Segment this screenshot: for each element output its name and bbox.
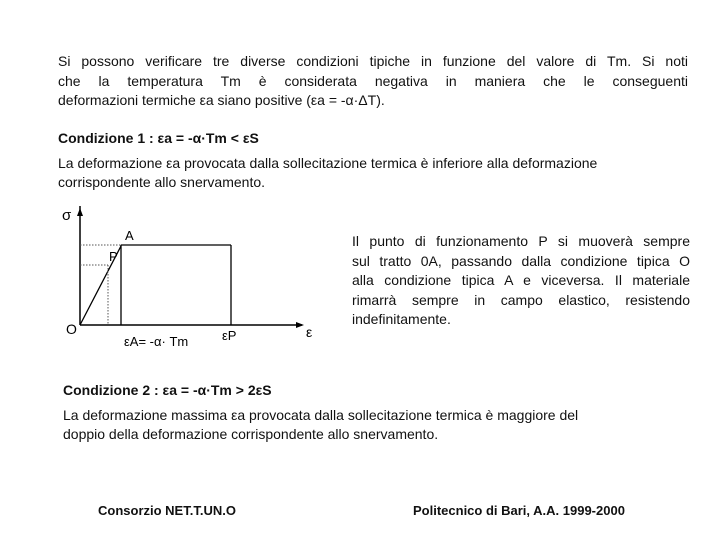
- condition-2-heading: Condizione 2 : εa = -α·Tm > 2εS: [63, 382, 272, 398]
- epsilon-axis-label: ε: [306, 324, 313, 340]
- epsP-label: εP: [222, 328, 237, 343]
- note-line-2: sul tratto 0A, passando dalla condizione tipica O: [352, 252, 690, 269]
- origin-O-label: O: [66, 321, 77, 337]
- note-line-5: indefinitamente.: [352, 311, 451, 327]
- intro-line-2: che la temperatura Tm è considerata negativa in maniera che le conseguenti: [58, 72, 688, 89]
- note-line-4: rimarrà sempre in campo elastico, resistendo: [352, 291, 690, 308]
- condition-1-text-line-1: La deformazione εa provocata dalla sollecitazione termica è inferiore alla deformazione: [58, 155, 598, 171]
- intro-line-3: deformazioni termiche εa siano positive (εa = -α·ΔT).: [58, 92, 385, 108]
- epsA-label: εA= -α· Tm: [124, 334, 189, 349]
- footer-right: Politecnico di Bari, A.A. 1999-2000: [413, 503, 625, 518]
- condition-2-text-line-2: doppio della deformazione corrispondente allo snervamento.: [63, 426, 439, 442]
- condition-2-text-line-1: La deformazione massima εa provocata dalla sollecitazione termica è maggiore del: [63, 407, 579, 423]
- note-line-1: Il punto di funzionamento P si muoverà sempre: [352, 233, 690, 249]
- condition-1-text-line-2: corrispondente allo snervamento.: [58, 174, 266, 190]
- epsilon-axis-arrow-icon: [296, 322, 304, 328]
- point-A-label: A: [125, 228, 134, 243]
- intro-line-1: Si possono verificare tre diverse condizioni tipiche in funzione del valore di Tm. Si noti: [58, 53, 688, 69]
- point-P-label: P: [109, 249, 118, 264]
- condition-1-heading: Condizione 1 : εa = -α·Tm < εS: [58, 130, 259, 146]
- operating-point-note: [352, 232, 690, 330]
- sigma-label: σ: [62, 207, 72, 224]
- note-line-3: alla condizione tipica A e viceversa. Il materiale: [352, 272, 690, 288]
- sigma-axis-arrow-icon: [77, 208, 83, 216]
- footer-left: Consorzio NET.T.UN.O: [98, 503, 236, 518]
